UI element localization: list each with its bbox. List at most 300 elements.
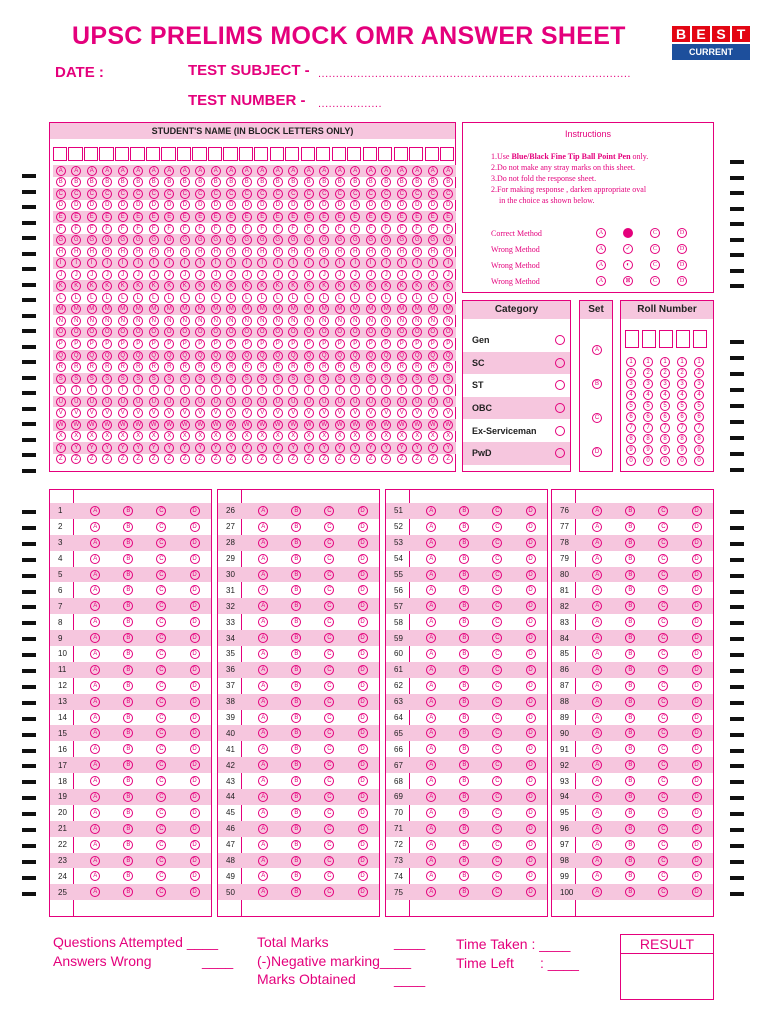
roll-digit-bubble[interactable]: 6 (660, 412, 670, 422)
name-letter-bubble[interactable]: S (226, 374, 236, 384)
name-letter-bubble[interactable]: O (133, 327, 143, 337)
answer-bubble-b[interactable]: B (291, 760, 301, 770)
name-letter-bubble[interactable]: S (242, 374, 252, 384)
answer-bubble-a[interactable]: A (592, 601, 602, 611)
answer-bubble-c[interactable]: C (492, 570, 502, 580)
name-letter-bubble[interactable]: Z (133, 454, 143, 464)
name-letter-box[interactable] (285, 147, 299, 161)
answer-bubble-b[interactable]: B (123, 570, 133, 580)
name-letter-bubble[interactable]: C (319, 189, 329, 199)
answer-bubble-a[interactable]: A (90, 887, 100, 897)
name-letter-bubble[interactable]: F (226, 224, 236, 234)
name-letter-bubble[interactable]: B (133, 177, 143, 187)
answer-bubble-b[interactable]: B (123, 665, 133, 675)
name-letter-bubble[interactable]: K (180, 281, 190, 291)
name-letter-bubble[interactable]: U (288, 397, 298, 407)
name-letter-bubble[interactable]: K (195, 281, 205, 291)
answer-bubble-d[interactable]: D (358, 681, 368, 691)
name-letter-bubble[interactable]: P (381, 339, 391, 349)
name-letter-bubble[interactable]: G (335, 235, 345, 245)
answer-bubble-c[interactable]: C (156, 538, 166, 548)
answer-bubble-c[interactable]: C (324, 744, 334, 754)
name-letter-bubble[interactable]: N (164, 316, 174, 326)
answer-bubble-a[interactable]: A (426, 585, 436, 595)
name-letter-bubble[interactable]: V (164, 408, 174, 418)
answer-bubble-d[interactable]: D (190, 697, 200, 707)
name-letter-bubble[interactable]: X (335, 431, 345, 441)
answer-bubble-d[interactable]: D (358, 697, 368, 707)
name-letter-bubble[interactable]: R (56, 362, 66, 372)
name-letter-bubble[interactable]: I (273, 258, 283, 268)
name-letter-bubble[interactable]: A (118, 166, 128, 176)
answer-bubble-d[interactable]: D (692, 856, 702, 866)
roll-digit-bubble[interactable]: 2 (694, 368, 704, 378)
name-letter-bubble[interactable]: T (304, 385, 314, 395)
name-letter-bubble[interactable]: Y (428, 443, 438, 453)
name-letter-bubble[interactable]: O (273, 327, 283, 337)
name-letter-bubble[interactable]: D (428, 200, 438, 210)
name-letter-bubble[interactable]: M (412, 304, 422, 314)
name-letter-bubble[interactable]: K (211, 281, 221, 291)
name-letter-bubble[interactable]: C (102, 189, 112, 199)
name-letter-bubble[interactable]: Z (195, 454, 205, 464)
name-letter-bubble[interactable]: A (87, 166, 97, 176)
answer-bubble-d[interactable]: D (692, 808, 702, 818)
answer-bubble-c[interactable]: C (324, 792, 334, 802)
name-letter-bubble[interactable]: U (319, 397, 329, 407)
roll-digit-bubble[interactable]: 2 (660, 368, 670, 378)
name-letter-bubble[interactable]: E (71, 212, 81, 222)
answer-bubble-d[interactable]: D (190, 649, 200, 659)
answer-bubble-b[interactable]: B (459, 792, 469, 802)
name-letter-bubble[interactable]: O (87, 327, 97, 337)
name-letter-bubble[interactable]: L (428, 293, 438, 303)
answer-bubble-a[interactable]: A (258, 840, 268, 850)
name-letter-bubble[interactable]: H (195, 247, 205, 257)
name-letter-bubble[interactable]: N (428, 316, 438, 326)
answer-bubble-b[interactable]: B (291, 506, 301, 516)
answer-bubble-c[interactable]: C (658, 744, 668, 754)
name-letter-bubble[interactable]: Q (133, 351, 143, 361)
name-letter-bubble[interactable]: V (87, 408, 97, 418)
name-letter-bubble[interactable]: X (319, 431, 329, 441)
answer-bubble-c[interactable]: C (492, 649, 502, 659)
answer-bubble-a[interactable]: A (426, 856, 436, 866)
name-letter-bubble[interactable]: S (304, 374, 314, 384)
answer-bubble-d[interactable]: D (190, 808, 200, 818)
roll-digit-box[interactable] (642, 330, 656, 348)
name-letter-box[interactable] (130, 147, 144, 161)
answer-bubble-b[interactable]: B (459, 649, 469, 659)
name-letter-bubble[interactable]: E (257, 212, 267, 222)
name-letter-bubble[interactable]: M (273, 304, 283, 314)
name-letter-bubble[interactable]: P (242, 339, 252, 349)
answer-bubble-c[interactable]: C (324, 601, 334, 611)
name-letter-bubble[interactable]: T (211, 385, 221, 395)
name-letter-bubble[interactable]: Y (102, 443, 112, 453)
answer-bubble-d[interactable]: D (190, 570, 200, 580)
name-letter-bubble[interactable]: L (211, 293, 221, 303)
roll-digit-box[interactable] (625, 330, 639, 348)
answer-bubble-b[interactable]: B (459, 871, 469, 881)
answer-bubble-c[interactable]: C (324, 760, 334, 770)
name-letter-bubble[interactable]: F (412, 224, 422, 234)
name-letter-bubble[interactable]: Z (319, 454, 329, 464)
name-letter-bubble[interactable]: N (71, 316, 81, 326)
name-letter-bubble[interactable]: T (102, 385, 112, 395)
name-letter-bubble[interactable]: T (288, 385, 298, 395)
answer-bubble-c[interactable]: C (492, 856, 502, 866)
answer-bubble-b[interactable]: B (459, 617, 469, 627)
name-letter-bubble[interactable]: R (381, 362, 391, 372)
name-letter-bubble[interactable]: I (211, 258, 221, 268)
name-letter-bubble[interactable]: X (56, 431, 66, 441)
roll-digit-bubble[interactable]: 5 (626, 401, 636, 411)
name-letter-bubble[interactable]: S (381, 374, 391, 384)
answer-bubble-d[interactable]: D (692, 728, 702, 738)
name-letter-bubble[interactable]: I (366, 258, 376, 268)
name-letter-bubble[interactable]: W (133, 420, 143, 430)
answer-bubble-c[interactable]: C (658, 538, 668, 548)
category-row[interactable] (463, 352, 570, 375)
name-letter-bubble[interactable]: C (288, 189, 298, 199)
name-letter-bubble[interactable]: C (71, 189, 81, 199)
answer-bubble-b[interactable]: B (291, 538, 301, 548)
answer-bubble-d[interactable]: D (190, 792, 200, 802)
answer-bubble-d[interactable]: D (190, 522, 200, 532)
category-row[interactable] (463, 419, 570, 442)
name-letter-bubble[interactable]: T (335, 385, 345, 395)
name-letter-bubble[interactable]: W (180, 420, 190, 430)
name-letter-bubble[interactable]: Z (242, 454, 252, 464)
name-letter-bubble[interactable]: X (180, 431, 190, 441)
answer-bubble-c[interactable]: C (658, 887, 668, 897)
name-letter-box[interactable] (409, 147, 423, 161)
name-letter-bubble[interactable]: K (412, 281, 422, 291)
answer-bubble-c[interactable]: C (324, 871, 334, 881)
roll-digit-bubble[interactable]: 0 (677, 456, 687, 466)
name-letter-bubble[interactable]: U (195, 397, 205, 407)
name-letter-bubble[interactable]: N (304, 316, 314, 326)
name-letter-bubble[interactable]: G (397, 235, 407, 245)
roll-digit-bubble[interactable]: 8 (694, 434, 704, 444)
answer-bubble-a[interactable]: A (592, 617, 602, 627)
answer-bubble-b[interactable]: B (291, 697, 301, 707)
name-letter-bubble[interactable]: W (71, 420, 81, 430)
name-letter-bubble[interactable]: S (180, 374, 190, 384)
name-letter-bubble[interactable]: X (366, 431, 376, 441)
name-letter-bubble[interactable]: Y (180, 443, 190, 453)
answer-bubble-a[interactable]: A (426, 871, 436, 881)
answer-bubble-a[interactable]: A (90, 538, 100, 548)
name-letter-bubble[interactable]: T (149, 385, 159, 395)
answer-bubble-b[interactable]: B (123, 744, 133, 754)
name-letter-bubble[interactable]: A (149, 166, 159, 176)
answer-bubble-d[interactable]: D (358, 840, 368, 850)
roll-digit-bubble[interactable]: 8 (660, 434, 670, 444)
name-letter-bubble[interactable]: C (350, 189, 360, 199)
answer-bubble-c[interactable]: C (324, 776, 334, 786)
name-letter-bubble[interactable]: M (118, 304, 128, 314)
name-letter-bubble[interactable]: Q (350, 351, 360, 361)
name-letter-bubble[interactable]: M (350, 304, 360, 314)
name-letter-bubble[interactable]: U (273, 397, 283, 407)
name-letter-bubble[interactable]: O (226, 327, 236, 337)
name-letter-bubble[interactable]: H (133, 247, 143, 257)
name-letter-bubble[interactable]: I (71, 258, 81, 268)
name-letter-bubble[interactable]: L (149, 293, 159, 303)
name-letter-bubble[interactable]: Q (273, 351, 283, 361)
name-letter-bubble[interactable]: V (381, 408, 391, 418)
name-letter-bubble[interactable]: B (242, 177, 252, 187)
answer-bubble-b[interactable]: B (123, 760, 133, 770)
answer-bubble-b[interactable]: B (291, 633, 301, 643)
name-letter-bubble[interactable]: X (412, 431, 422, 441)
name-letter-bubble[interactable]: G (133, 235, 143, 245)
name-letter-bubble[interactable]: Z (257, 454, 267, 464)
answer-bubble-a[interactable]: A (592, 856, 602, 866)
name-letter-bubble[interactable]: A (335, 166, 345, 176)
answer-bubble-b[interactable]: B (459, 760, 469, 770)
name-letter-bubble[interactable]: R (71, 362, 81, 372)
answer-bubble-a[interactable]: A (90, 601, 100, 611)
name-letter-bubble[interactable]: A (56, 166, 66, 176)
name-letter-bubble[interactable]: L (56, 293, 66, 303)
name-letter-bubble[interactable]: M (226, 304, 236, 314)
name-letter-bubble[interactable]: N (319, 316, 329, 326)
answer-bubble-a[interactable]: A (258, 601, 268, 611)
name-letter-bubble[interactable]: Y (257, 443, 267, 453)
answer-bubble-a[interactable]: A (426, 713, 436, 723)
name-letter-box[interactable] (192, 147, 206, 161)
answer-bubble-d[interactable]: D (526, 585, 536, 595)
answer-bubble-c[interactable]: C (156, 554, 166, 564)
roll-digit-bubble[interactable]: 2 (677, 368, 687, 378)
category-bubble[interactable] (555, 380, 565, 390)
name-letter-box[interactable] (239, 147, 253, 161)
name-letter-bubble[interactable]: P (288, 339, 298, 349)
name-letter-bubble[interactable]: I (397, 258, 407, 268)
name-letter-bubble[interactable]: B (257, 177, 267, 187)
answer-bubble-b[interactable]: B (459, 585, 469, 595)
answer-bubble-c[interactable]: C (156, 792, 166, 802)
name-letter-bubble[interactable]: F (428, 224, 438, 234)
name-letter-bubble[interactable]: Y (288, 443, 298, 453)
roll-digit-bubble[interactable]: 3 (643, 379, 653, 389)
name-letter-bubble[interactable]: W (195, 420, 205, 430)
answer-bubble-d[interactable]: D (526, 776, 536, 786)
name-letter-bubble[interactable]: H (118, 247, 128, 257)
name-letter-bubble[interactable]: L (304, 293, 314, 303)
answer-bubble-c[interactable]: C (324, 506, 334, 516)
answer-bubble-a[interactable]: A (592, 840, 602, 850)
name-letter-bubble[interactable]: M (56, 304, 66, 314)
answer-bubble-b[interactable]: B (123, 871, 133, 881)
name-letter-bubble[interactable]: G (288, 235, 298, 245)
answer-bubble-d[interactable]: D (526, 665, 536, 675)
name-letter-bubble[interactable]: E (133, 212, 143, 222)
name-letter-bubble[interactable]: R (102, 362, 112, 372)
name-letter-bubble[interactable]: U (211, 397, 221, 407)
name-letter-bubble[interactable]: S (412, 374, 422, 384)
answer-bubble-c[interactable]: C (492, 633, 502, 643)
name-letter-bubble[interactable]: Q (102, 351, 112, 361)
roll-digit-bubble[interactable]: 9 (677, 445, 687, 455)
name-letter-bubble[interactable]: O (319, 327, 329, 337)
name-letter-bubble[interactable]: N (273, 316, 283, 326)
answer-bubble-c[interactable]: C (324, 887, 334, 897)
name-letter-bubble[interactable]: R (133, 362, 143, 372)
answer-bubble-a[interactable]: A (426, 840, 436, 850)
name-letter-bubble[interactable]: C (366, 189, 376, 199)
answer-bubble-b[interactable]: B (459, 856, 469, 866)
name-letter-bubble[interactable]: O (428, 327, 438, 337)
answer-bubble-a[interactable]: A (258, 856, 268, 866)
name-letter-bubble[interactable]: M (304, 304, 314, 314)
answer-bubble-b[interactable]: B (123, 633, 133, 643)
name-letter-box[interactable] (316, 147, 330, 161)
name-letter-bubble[interactable]: N (226, 316, 236, 326)
name-letter-bubble[interactable]: K (304, 281, 314, 291)
name-letter-bubble[interactable]: I (350, 258, 360, 268)
name-letter-bubble[interactable]: F (397, 224, 407, 234)
name-letter-bubble[interactable]: Q (118, 351, 128, 361)
name-letter-bubble[interactable]: V (288, 408, 298, 418)
roll-digit-bubble[interactable]: 9 (660, 445, 670, 455)
answer-bubble-b[interactable]: B (123, 522, 133, 532)
name-letter-box[interactable] (223, 147, 237, 161)
name-letter-bubble[interactable]: C (118, 189, 128, 199)
name-letter-bubble[interactable]: W (412, 420, 422, 430)
name-letter-bubble[interactable]: H (288, 247, 298, 257)
roll-digit-bubble[interactable]: 1 (694, 357, 704, 367)
answer-bubble-d[interactable]: D (190, 554, 200, 564)
name-letter-bubble[interactable]: K (288, 281, 298, 291)
roll-digit-bubble[interactable]: 7 (677, 423, 687, 433)
answer-bubble-d[interactable]: D (358, 633, 368, 643)
name-letter-bubble[interactable]: H (211, 247, 221, 257)
answer-bubble-d[interactable]: D (692, 871, 702, 881)
name-letter-bubble[interactable]: R (319, 362, 329, 372)
name-letter-bubble[interactable]: G (257, 235, 267, 245)
answer-bubble-a[interactable]: A (90, 871, 100, 881)
name-letter-bubble[interactable]: U (149, 397, 159, 407)
name-letter-bubble[interactable]: G (211, 235, 221, 245)
answer-bubble-d[interactable]: D (190, 713, 200, 723)
name-letter-bubble[interactable]: E (273, 212, 283, 222)
name-letter-bubble[interactable]: A (133, 166, 143, 176)
answer-bubble-c[interactable]: C (658, 617, 668, 627)
answer-bubble-c[interactable]: C (324, 617, 334, 627)
name-letter-bubble[interactable]: F (180, 224, 190, 234)
name-letter-bubble[interactable]: L (133, 293, 143, 303)
name-letter-bubble[interactable]: W (350, 420, 360, 430)
name-letter-bubble[interactable]: O (195, 327, 205, 337)
name-letter-bubble[interactable]: C (226, 189, 236, 199)
name-letter-bubble[interactable]: S (428, 374, 438, 384)
name-letter-bubble[interactable]: V (102, 408, 112, 418)
answer-bubble-d[interactable]: D (190, 840, 200, 850)
answer-bubble-b[interactable]: B (123, 649, 133, 659)
answer-bubble-b[interactable]: B (625, 887, 635, 897)
answer-bubble-a[interactable]: A (592, 538, 602, 548)
answer-bubble-d[interactable]: D (692, 887, 702, 897)
answer-bubble-d[interactable]: D (526, 856, 536, 866)
name-letter-bubble[interactable]: X (87, 431, 97, 441)
name-letter-bubble[interactable]: C (56, 189, 66, 199)
answer-bubble-a[interactable]: A (592, 776, 602, 786)
name-letter-bubble[interactable]: Y (118, 443, 128, 453)
answer-bubble-c[interactable]: C (156, 713, 166, 723)
answer-bubble-d[interactable]: D (526, 744, 536, 754)
name-letter-bubble[interactable]: M (71, 304, 81, 314)
answer-bubble-b[interactable]: B (291, 871, 301, 881)
name-letter-bubble[interactable]: S (133, 374, 143, 384)
name-letter-bubble[interactable]: J (412, 270, 422, 280)
name-letter-bubble[interactable]: K (397, 281, 407, 291)
answer-bubble-d[interactable]: D (358, 538, 368, 548)
answer-bubble-c[interactable]: C (324, 728, 334, 738)
name-letter-box[interactable] (68, 147, 82, 161)
name-letter-bubble[interactable]: J (273, 270, 283, 280)
name-letter-bubble[interactable]: G (71, 235, 81, 245)
name-letter-bubble[interactable]: R (195, 362, 205, 372)
roll-digit-bubble[interactable]: 9 (643, 445, 653, 455)
name-letter-bubble[interactable]: B (87, 177, 97, 187)
name-letter-bubble[interactable]: P (335, 339, 345, 349)
answer-bubble-c[interactable]: C (324, 681, 334, 691)
name-letter-bubble[interactable]: G (273, 235, 283, 245)
answer-bubble-c[interactable]: C (658, 522, 668, 532)
answer-bubble-b[interactable]: B (625, 665, 635, 675)
answer-bubble-a[interactable]: A (592, 665, 602, 675)
name-letter-bubble[interactable]: I (102, 258, 112, 268)
name-letter-bubble[interactable]: T (242, 385, 252, 395)
name-letter-bubble[interactable]: O (56, 327, 66, 337)
answer-bubble-c[interactable]: C (492, 713, 502, 723)
answer-bubble-b[interactable]: B (625, 506, 635, 516)
answer-bubble-a[interactable]: A (90, 570, 100, 580)
name-letter-bubble[interactable]: C (149, 189, 159, 199)
name-letter-bubble[interactable]: M (195, 304, 205, 314)
name-letter-bubble[interactable]: H (56, 247, 66, 257)
name-letter-bubble[interactable]: J (226, 270, 236, 280)
answer-bubble-d[interactable]: D (190, 824, 200, 834)
name-letter-bubble[interactable]: P (319, 339, 329, 349)
name-letter-bubble[interactable]: C (335, 189, 345, 199)
answer-bubble-b[interactable]: B (459, 522, 469, 532)
name-letter-bubble[interactable]: S (397, 374, 407, 384)
name-letter-bubble[interactable]: D (319, 200, 329, 210)
name-letter-bubble[interactable]: V (443, 408, 453, 418)
name-letter-bubble[interactable]: V (412, 408, 422, 418)
name-letter-bubble[interactable]: K (164, 281, 174, 291)
answer-bubble-c[interactable]: C (658, 601, 668, 611)
name-letter-bubble[interactable]: Q (56, 351, 66, 361)
name-letter-bubble[interactable]: N (412, 316, 422, 326)
name-letter-bubble[interactable]: F (273, 224, 283, 234)
name-letter-bubble[interactable]: P (443, 339, 453, 349)
name-letter-bubble[interactable]: Q (71, 351, 81, 361)
name-letter-bubble[interactable]: A (195, 166, 205, 176)
name-letter-bubble[interactable]: A (164, 166, 174, 176)
answer-bubble-a[interactable]: A (592, 506, 602, 516)
name-letter-bubble[interactable]: T (350, 385, 360, 395)
name-letter-bubble[interactable]: X (226, 431, 236, 441)
name-letter-bubble[interactable]: L (242, 293, 252, 303)
answer-bubble-a[interactable]: A (426, 760, 436, 770)
name-letter-bubble[interactable]: B (381, 177, 391, 187)
